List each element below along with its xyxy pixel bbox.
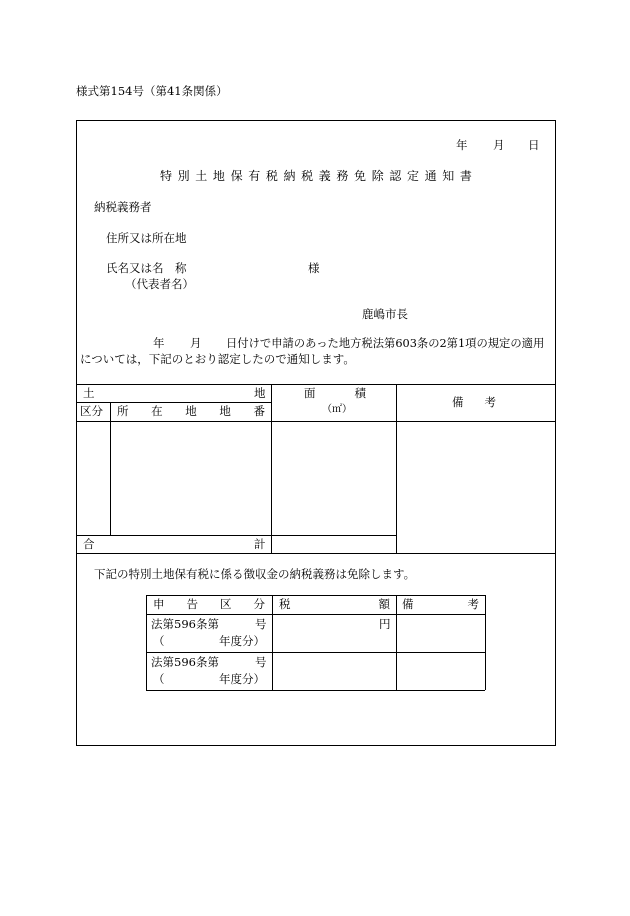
decl-head-bottom xyxy=(146,614,485,615)
title-char: 特 xyxy=(160,169,173,183)
land-table-top xyxy=(76,384,556,385)
row1-go: 号 xyxy=(255,617,267,631)
decl-type-header-char: 分 xyxy=(253,597,265,611)
title-char: 地 xyxy=(212,169,225,183)
title-char: 知 xyxy=(442,169,455,183)
decl-right xyxy=(485,595,486,690)
title-char: 義 xyxy=(318,169,331,183)
row2-go: 号 xyxy=(255,655,267,669)
decl-amount-header-char: 税 xyxy=(279,597,291,611)
taxpayer-heading: 納税義務者 xyxy=(94,200,152,214)
title-char: 務 xyxy=(336,169,349,183)
title-char: 認 xyxy=(389,169,402,183)
total-left: 合 xyxy=(83,537,95,551)
row1-paren: （ xyxy=(153,634,165,648)
total-right: 計 xyxy=(254,537,266,551)
title-char: 保 xyxy=(230,169,243,183)
date-year: 年 xyxy=(456,138,468,152)
remarks-divider-left xyxy=(396,384,397,553)
land-table-bottom xyxy=(76,553,556,554)
row2-fiscal: 年度分） xyxy=(219,672,265,686)
area-header-char: 積 xyxy=(354,386,366,400)
title-char: 書 xyxy=(459,169,472,183)
document-title xyxy=(160,170,472,182)
area-header xyxy=(304,388,366,400)
land-remarks-header-char: 考 xyxy=(484,395,496,409)
decl-amount-header xyxy=(279,599,390,611)
decl-type-header xyxy=(153,599,265,611)
title-char: 免 xyxy=(354,169,367,183)
decl-div1 xyxy=(272,595,273,690)
location-header-char: 在 xyxy=(151,404,163,418)
issuer: 鹿嶋市長 xyxy=(362,307,408,321)
decl-remarks-header-char: 備 xyxy=(402,597,414,611)
representative-label: （代表者名） xyxy=(125,277,194,291)
title-char: 税 xyxy=(301,169,314,183)
land-remarks-header-char: 備 xyxy=(452,395,464,409)
land-table-subhead-line xyxy=(76,402,271,403)
body-line1: 日付けで申請のあった地方税法第603条の2第1項の規定の適用 xyxy=(226,337,545,350)
row1-law: 法第596条第 xyxy=(151,617,219,631)
title-char: 納 xyxy=(283,169,296,183)
decl-type-header-char: 申 xyxy=(153,597,165,611)
date-day: 日 xyxy=(528,138,540,152)
decl-left xyxy=(146,595,147,690)
row2-law: 法第596条第 xyxy=(151,655,219,669)
title-char: 有 xyxy=(248,169,261,183)
honorific: 様 xyxy=(308,261,320,275)
title-char: 税 xyxy=(265,169,278,183)
location-header-char: 地 xyxy=(219,404,231,418)
area-header-char: 面 xyxy=(304,386,316,400)
land-table-head-bottom xyxy=(76,421,556,422)
decl-row-divider xyxy=(146,652,485,653)
decl-type-header-char: 告 xyxy=(186,597,198,611)
kubun-header: 区分 xyxy=(80,404,103,418)
area-unit: （㎡） xyxy=(322,404,352,415)
decl-table-bottom xyxy=(146,690,485,691)
exemption-text: 下記の特別土地保有税に係る徴収金の納税義務は免除します。 xyxy=(94,567,416,581)
row2-paren: （ xyxy=(153,672,165,686)
form-number: 様式第154号（第41条関係） xyxy=(76,84,228,98)
kubun-divider xyxy=(110,402,111,535)
decl-type-header-char: 区 xyxy=(220,597,232,611)
location-header xyxy=(117,406,265,418)
location-header-char: 番 xyxy=(253,404,265,418)
location-header-char: 所 xyxy=(117,404,129,418)
title-char: 通 xyxy=(424,169,437,183)
yen-label: 円 xyxy=(379,617,391,631)
land-header-left: 土 xyxy=(83,386,95,400)
land-table-body-bottom xyxy=(76,535,396,536)
land-header-right: 地 xyxy=(254,386,266,400)
decl-amount-header-char: 額 xyxy=(378,597,390,611)
location-header-char: 地 xyxy=(185,404,197,418)
name-label: 氏名又は名 称 xyxy=(106,261,187,275)
title-char: 土 xyxy=(195,169,208,183)
date-month: 月 xyxy=(493,138,505,152)
body-year: 年 xyxy=(153,336,165,350)
land-remarks-header xyxy=(452,397,496,409)
decl-remarks-header-char: 考 xyxy=(467,597,479,611)
body-month: 月 xyxy=(190,336,202,350)
decl-remarks-header xyxy=(402,599,479,611)
title-char: 別 xyxy=(177,169,190,183)
decl-div2 xyxy=(396,595,397,690)
decl-table-top xyxy=(146,595,485,596)
title-char: 定 xyxy=(406,169,419,183)
title-char: 除 xyxy=(371,169,384,183)
row1-fiscal: 年度分） xyxy=(219,634,265,648)
body-line2: については，下記のとおり認定したので通知します。 xyxy=(80,352,355,366)
area-divider-left xyxy=(271,384,272,553)
address-label: 住所又は所在地 xyxy=(106,231,187,245)
